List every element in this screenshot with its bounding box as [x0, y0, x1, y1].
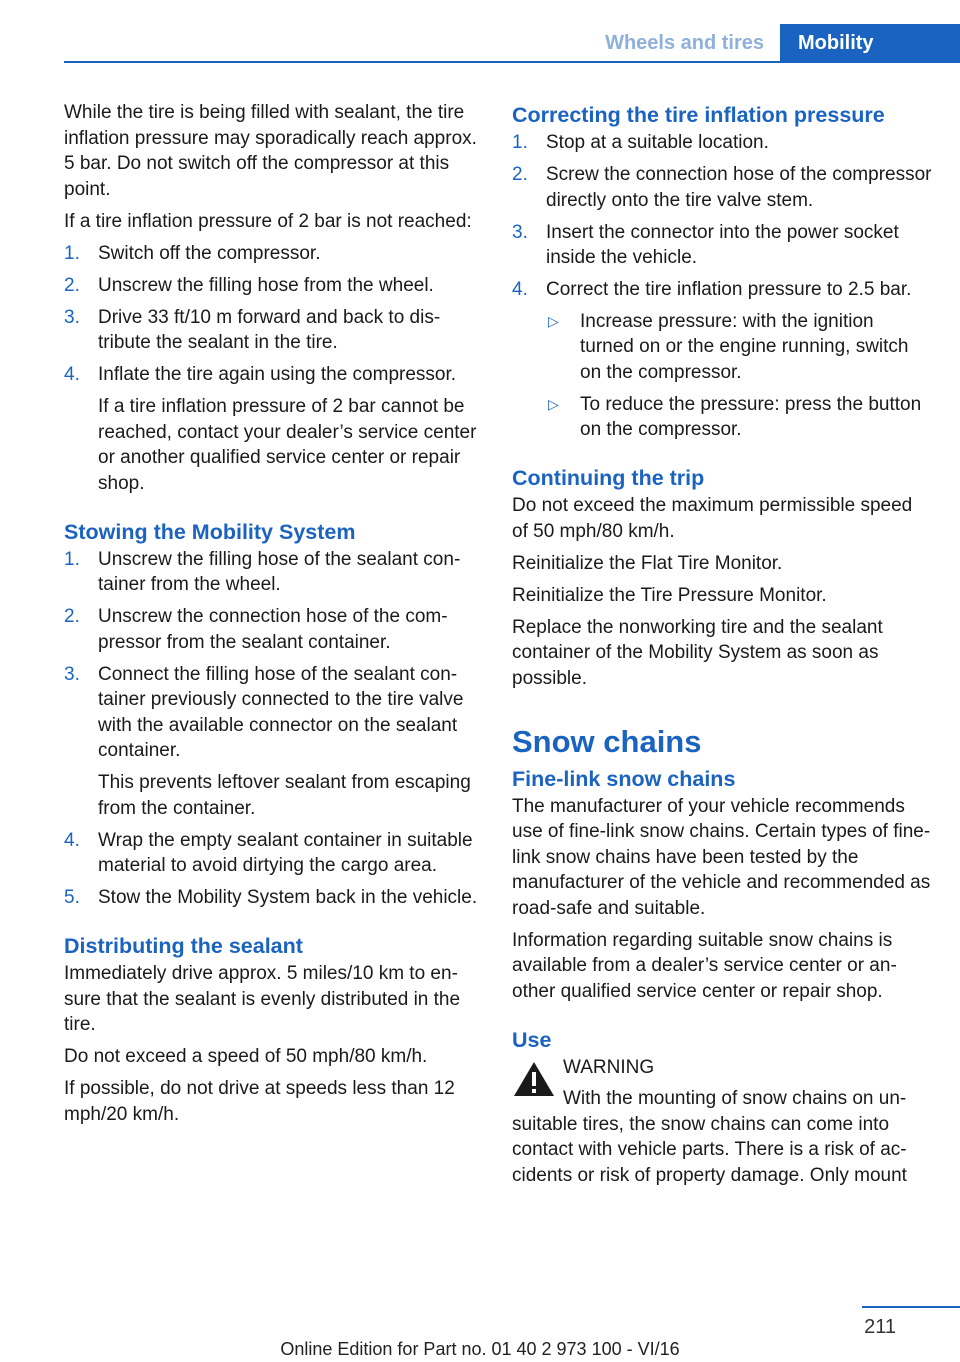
step-number: 4. [64, 364, 80, 385]
warning-icon [512, 1059, 556, 1099]
chapter-tab[interactable]: Mobility [780, 24, 960, 62]
edition-footer: Online Edition for Part no. 01 40 2 973 100 - VI/16 [280, 1339, 680, 1359]
triangle-bullet-icon: ▷ [548, 395, 559, 412]
step-number: 5. [64, 887, 80, 908]
step-text: Correct the tire inflation pressure to 2.5 bar. [546, 279, 912, 300]
body-paragraph: The manufacturer of your vehicle recommends use of fine-link snow chains. Certain types of fine-link snow chains have been tested by the manufacturer of the vehicle and recommended as road-safe and suitable. [512, 795, 931, 919]
body-paragraph: Information regarding suitable snow chains is available from a dealer’s service center or another qualified service center or repair shop. [512, 929, 897, 1002]
step-text: Stop at a suitable location. [546, 132, 769, 153]
step-note: This prevents leftover sealant from escaping from the container. [98, 772, 471, 819]
step-text: Switch off the compressor. [98, 242, 321, 264]
step-number: 3. [512, 221, 528, 243]
spacer [512, 1011, 932, 1025]
spacer [512, 449, 932, 463]
snow-chains-heading: Snow chains [512, 723, 702, 759]
body-paragraph: Reinitialize the Flat Tire Monitor. [512, 552, 783, 574]
intro-paragraph: While the tire is being filled with sealant, the tire inflation pressure may sporadically reach approx. 5 bar. Do not switch off the compressor at this point. [64, 102, 477, 200]
list-item [64, 547, 484, 598]
page-number: 211 [864, 1316, 896, 1338]
bullet-list [546, 309, 932, 443]
step-text: Connect the filling hose of the sealant container previously connected to the tire valve with the available connector on the sealant container. [98, 663, 464, 761]
list-item [64, 273, 484, 299]
list-item [64, 828, 484, 879]
bullet-item [546, 392, 932, 443]
list-item [512, 220, 932, 271]
list-item [512, 162, 932, 213]
spacer [64, 917, 484, 931]
bullet-text: Increase pressure: with the ignition turned on or the engine running, switch on the compressor. [580, 310, 909, 383]
step-note: If a tire inflation pressure of 2 bar cannot be reached, contact your dealer’s service center or another qualified service center or repair shop. [98, 396, 477, 494]
left-column [64, 100, 484, 1134]
list-item [64, 604, 484, 655]
warning-text: With the mounting of snow chains on unsuitable tires, the snow chains can come into contact with vehicle parts. There is a risk of accidents or risk of property damage. Only mount [512, 1088, 907, 1186]
step-text: Screw the connection hose of the compressor directly onto the tire valve stem. [546, 164, 932, 211]
step-text: Unscrew the connection hose of the compressor from the sealant container. [98, 606, 448, 653]
step-number: 1. [512, 132, 528, 153]
list-item [512, 130, 932, 156]
step-number: 2. [64, 274, 80, 296]
list-item [64, 885, 484, 911]
steps-list [64, 547, 484, 911]
intro-paragraph: If a tire inflation pressure of 2 bar is not reached: [64, 210, 472, 232]
step-text: Unscrew the filling hose from the wheel. [98, 274, 434, 296]
use-heading: Use [512, 1027, 552, 1052]
step-number: 4. [64, 829, 80, 851]
step-text: Inflate the tire again using the compressor. [98, 364, 457, 385]
body-paragraph: Do not exceed a speed of 50 mph/80 km/h. [64, 1046, 428, 1067]
list-item [512, 277, 932, 443]
step-number: 4. [512, 279, 528, 300]
section-tab[interactable]: Wheels and tires [605, 32, 764, 54]
step-text: Stow the Mobility System back in the vehicle. [98, 887, 478, 908]
steps-list [512, 130, 932, 443]
header-rule [64, 61, 960, 63]
body-paragraph: Replace the nonworking tire and the sealant container of the Mobility System as soon as possible. [512, 616, 883, 689]
body-paragraph: Do not exceed the maximum permissible speed of 50 mph/80 km/h. [512, 495, 913, 542]
spacer [512, 698, 932, 720]
distributing-heading: Distributing the sealant [64, 934, 303, 958]
step-number: 1. [64, 548, 80, 570]
list-item [64, 305, 484, 356]
step-text: Drive 33 ft/10 m forward and back to distribute the sealant in the tire. [98, 306, 441, 353]
bullet-text: To reduce the pressure: press the button on the compressor. [580, 393, 922, 440]
body-paragraph: Immediately drive approx. 5 miles/10 km to ensure that the sealant is evenly distributed in the tire. [64, 963, 461, 1035]
body-paragraph: If possible, do not drive at speeds less than 12 mph/20 km/h. [64, 1078, 455, 1125]
triangle-bullet-icon: ▷ [548, 312, 559, 329]
warning-block [512, 1055, 932, 1189]
step-number: 1. [64, 242, 80, 264]
step-text: Insert the connector into the power socket inside the vehicle. [546, 221, 899, 268]
bullet-item [546, 309, 932, 386]
steps-list [64, 241, 484, 497]
footer-rule [862, 1306, 960, 1308]
list-item [64, 662, 484, 822]
step-number: 2. [512, 164, 528, 185]
right-column [512, 100, 932, 1188]
step-number: 3. [64, 663, 80, 685]
step-number: 3. [64, 306, 80, 328]
spacer [64, 503, 484, 517]
step-number: 2. [64, 606, 80, 627]
list-item [64, 241, 484, 267]
correcting-heading: Correcting the tire inflation pressure [512, 103, 885, 127]
fine-link-heading: Fine-link snow chains [512, 766, 736, 791]
step-text: Unscrew the filling hose of the sealant container from the wheel. [98, 548, 461, 595]
warning-label: WARNING [563, 1056, 655, 1078]
continuing-heading: Continuing the trip [512, 466, 705, 490]
list-item [64, 362, 484, 496]
body-paragraph: Reinitialize the Tire Pressure Monitor. [512, 584, 827, 606]
step-text: Wrap the empty sealant container in suitable material to avoid dirtying the cargo area. [98, 829, 473, 876]
stowing-heading: Stowing the Mobility System [64, 519, 356, 544]
page-header [589, 24, 960, 62]
